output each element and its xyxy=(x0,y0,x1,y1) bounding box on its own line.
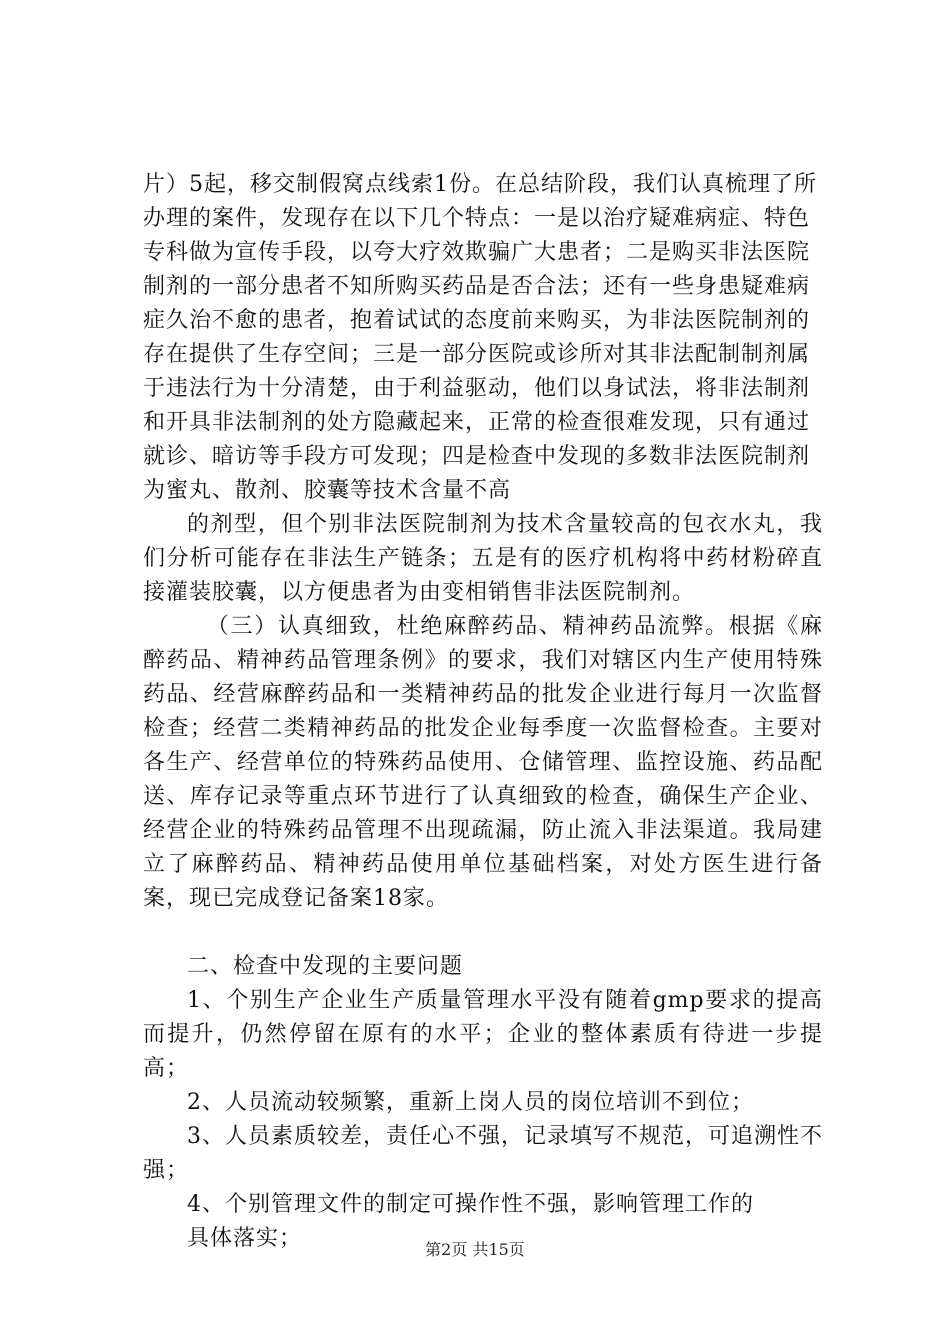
problem-item-2: 2、人员流动较频繁，重新上岗人员的岗位培训不到位； xyxy=(187,1090,754,1115)
problem-item-4: 4、个别管理文件的制定可操作性不强，影响管理工作的 xyxy=(187,1192,754,1217)
problem-item-3: 3、人员素质较差，责任心不强，记录填写不规范，可追溯性不强； xyxy=(143,1124,823,1183)
paragraph-section-three: （三）认真细致，杜绝麻醉药品、精神药品流弊。根据《麻醉药品、精神药品管理条例》的要求，我们对辖区内生产使用特殊药品、经营麻醉药品和一类精神药品的批发企业进行每月一次监督检查；经营二类精神药品的批发企业每季度一次监督检查。主要对各生产、经营单位的特殊药品使用、仓储管理、监控设施、药品配送、库存记录等重点环节进行了认真细致的检查，确保生产企业、经营企业的特殊药品管理不出现疏漏，防止流入非法渠道。我局建立了麻醉药品、精神药品使用单位基础档案，对处方医生进行备案，现已完成登记备案18家。 xyxy=(143,614,823,911)
problem-item-1: 1、个别生产企业生产质量管理水平没有随着gmp要求的提高而提升，仍然停留在原有的水平；企业的整体素质有待进一步提高； xyxy=(143,988,823,1081)
document-body xyxy=(143,168,823,1256)
page-number-footer: 第2页 共15页 xyxy=(425,1240,525,1259)
problem-item-4-continued: 具体落实； xyxy=(187,1226,303,1251)
paragraph-dosage-forms: 的剂型，但个别非法医院制剂为技术含量较高的包衣水丸，我们分析可能存在非法生产链条；五是有的医疗机构将中药材粉碎直接灌装胶囊，以方便患者为由变相销售非法医院制剂。 xyxy=(143,512,823,605)
paragraph-case-features: 片）5起，移交制假窝点线索1份。在总结阶段，我们认真梳理了所办理的案件，发现存在以下几个特点：一是以治疗疑难病症、特色专科做为宣传手段，以夸大疗效欺骗广大患者；二是购买非法医院制剂的一部分患者不知所购买药品是否合法；还有一些身患疑难病症久治不愈的患者，抱着试试的态度前来购买，为非法医院制剂的存在提供了生存空间；三是一部分医院或诊所对其非法配制制剂属于违法行为十分清楚，由于利益驱动，他们以身试法，将非法制剂和开具非法制剂的处方隐藏起来，正常的检查很难发现，只有通过就诊、暗访等手段方可发现；四是检查中发现的多数非法医院制剂为蜜丸、散剂、胶囊等技术含量不高 xyxy=(143,172,817,503)
section-heading-problems: 二、检查中发现的主要问题 xyxy=(187,954,464,979)
